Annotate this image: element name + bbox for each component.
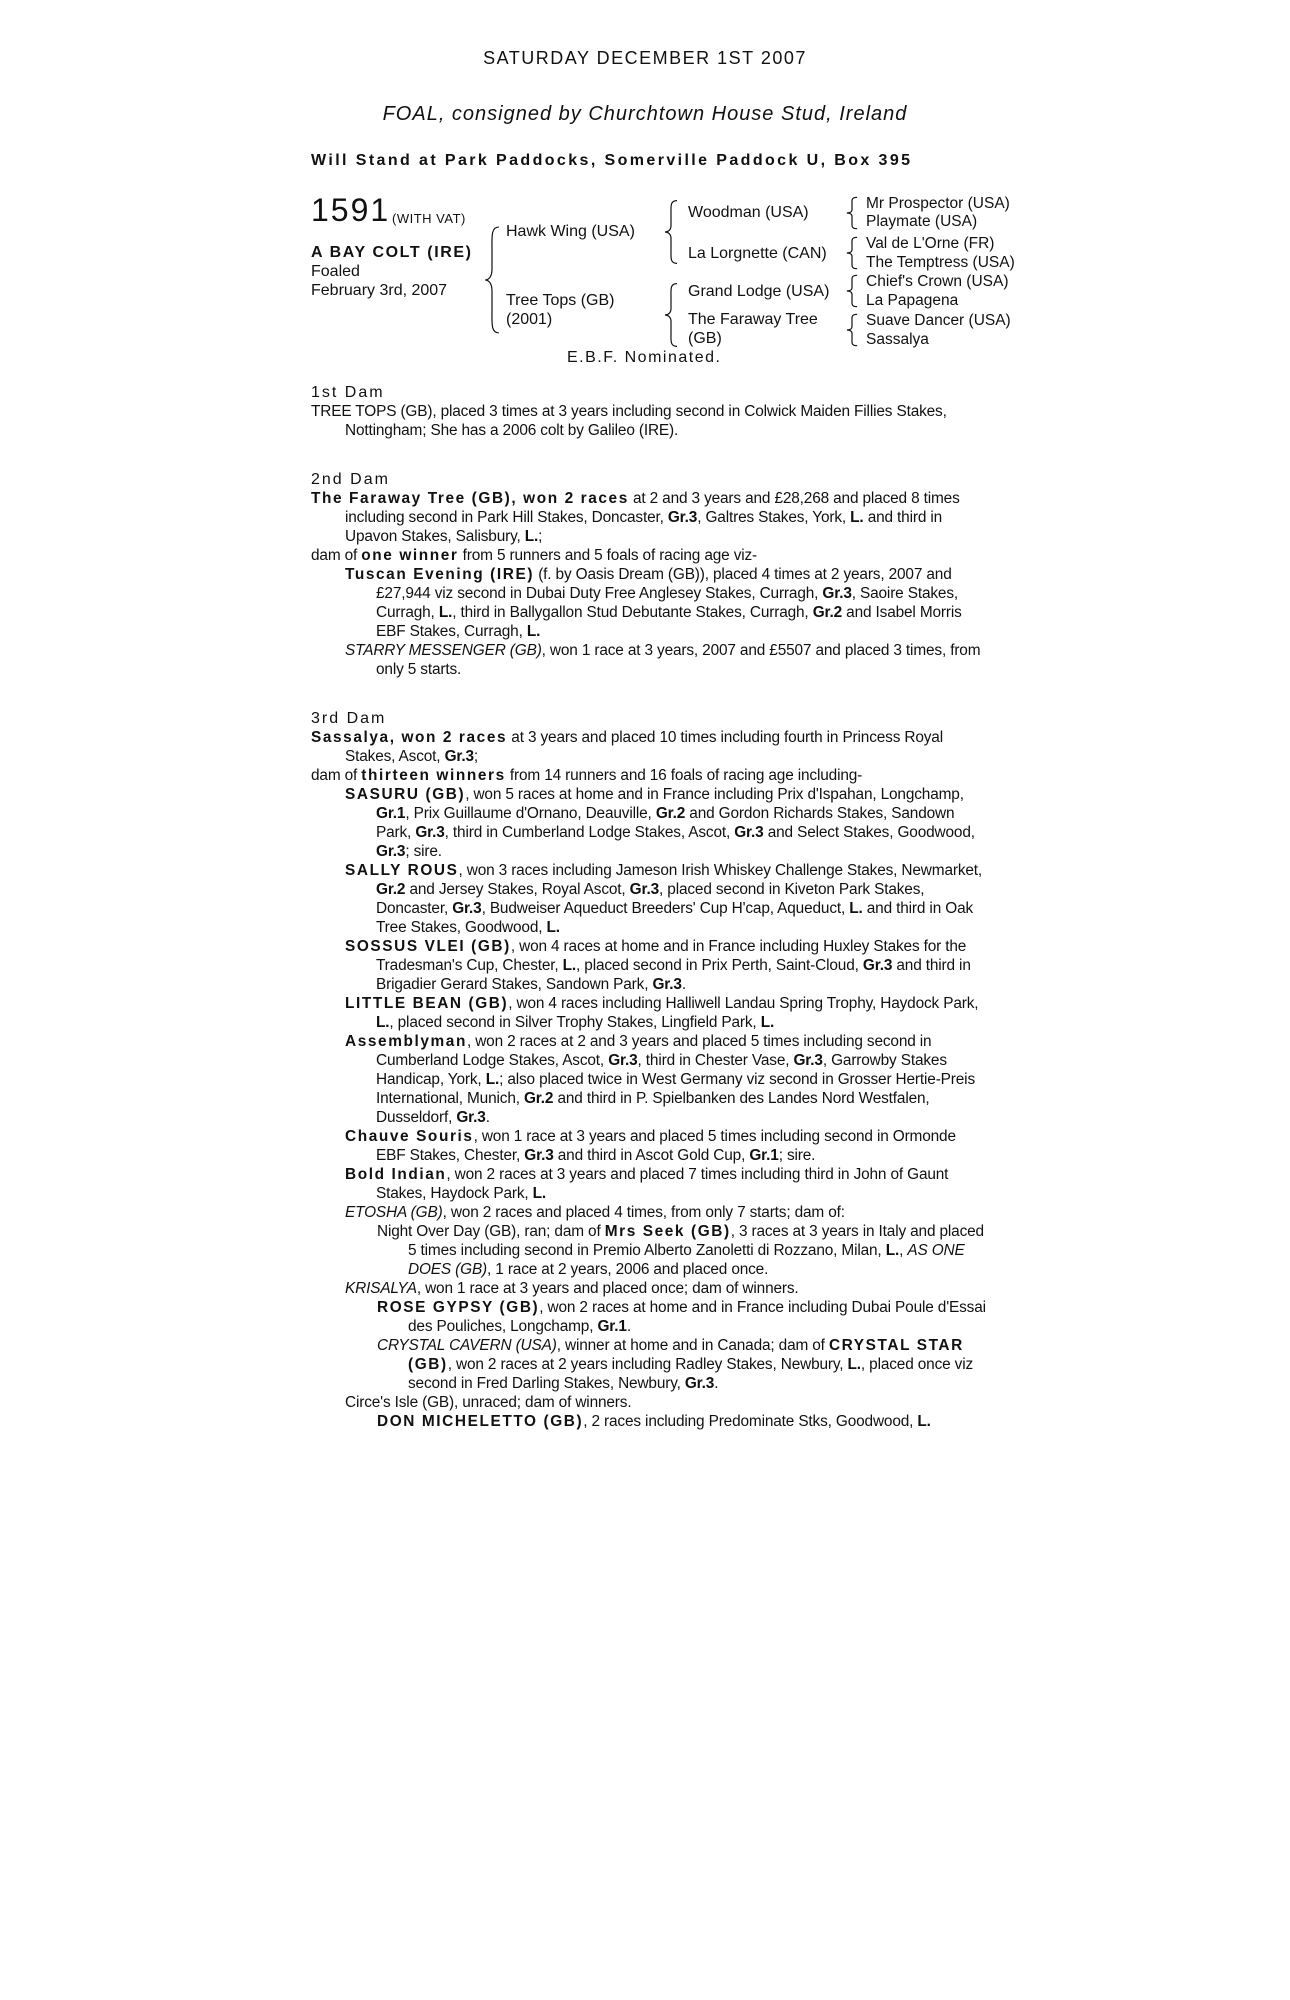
section-heading: 2nd Dam: [311, 471, 390, 488]
entry-text: , won 2 races at 2 and 3 years and placed 5 times including second in Cumberland Lodge Stakes, Ascot,: [376, 1033, 932, 1069]
entry-text: CRYSTAL STAR (GB): [408, 1337, 964, 1373]
entry-text: L.: [438, 604, 453, 621]
entry-text: and Select Stakes, Goodwood,: [763, 824, 975, 841]
entry-text: and third in Oak Tree Stakes, Goodwood,: [376, 900, 974, 936]
entry-text: , 2 races including Predominate Stks, Goodwood,: [583, 1413, 918, 1430]
entry-text: Gr.3: [376, 843, 406, 860]
entry-text: Gr.3: [862, 957, 893, 974]
entry-text: , Prix Guillaume d'Ornano, Deauville,: [405, 805, 656, 822]
entry-text: Gr.3: [684, 1375, 715, 1392]
entry-text: .: [714, 1375, 719, 1392]
entry-text: Gr.2: [812, 604, 843, 621]
dam-section: [311, 470, 987, 679]
entry-text: LITTLE BEAN (GB): [345, 995, 509, 1012]
dam-section: [311, 383, 987, 440]
entry-text: , 1 race at 2 years, 2006 and placed once.: [487, 1261, 769, 1278]
pedigree-brace: [846, 197, 858, 229]
entry-text: Gr.1: [597, 1318, 627, 1335]
pedigree-entry: [311, 785, 987, 861]
sale-date: SATURDAY DECEMBER 1ST 2007: [483, 48, 807, 68]
entry-text: , won 2 races at 3 years and placed 7 times including third in John of Gaunt Stakes, Haydock Park,: [376, 1166, 949, 1202]
entry-text: , placed second in Prix Perth, Saint-Cloud,: [576, 957, 863, 974]
entry-text: , placed once viz second in Fred Darling Stakes, Newbury,: [408, 1356, 974, 1392]
entry-text: from 5 runners and 5 foals of racing age viz-: [458, 547, 758, 564]
lot-description: A BAY COLT (IRE): [311, 244, 473, 261]
pedigree-entry: [311, 546, 987, 565]
entry-text: , third in Chester Vase,: [637, 1052, 794, 1069]
entry-text: at 3 years and placed 10 times including fourth in Princess Royal Stakes, Ascot,: [345, 729, 943, 765]
entry-text: , third in Cumberland Lodge Stakes, Ascot,: [444, 824, 735, 841]
entry-text: Gr.2: [655, 805, 686, 822]
entry-text: L.: [849, 900, 863, 917]
entry-text: L.: [850, 509, 864, 526]
entry-text: L.: [847, 1356, 861, 1373]
vat-note: (WITH VAT): [392, 211, 466, 226]
foaled-label: Foaled: [311, 263, 360, 280]
entry-text: and third in P. Spielbanken des Landes Nord Westfalen, Dusseldorf,: [376, 1090, 930, 1126]
pedigree-entry: [311, 1336, 987, 1393]
entry-text: AS ONE DOES (GB): [408, 1242, 965, 1278]
entry-text: Gr.3: [793, 1052, 823, 1069]
entry-text: , won 1 race at 3 years, 2007 and £5507 and placed 3 times, from only 5 starts.: [376, 642, 981, 678]
entry-text: Mrs Seek (GB): [604, 1223, 731, 1240]
pedigree-entry: [311, 1279, 987, 1298]
entry-text: Gr.3: [608, 1052, 638, 1069]
entry-text: , placed second in Silver Trophy Stakes, Lingfield Park,: [389, 1014, 761, 1031]
entry-text: ; sire.: [778, 1147, 816, 1164]
entry-text: and Isabel Morris EBF Stakes, Curragh,: [376, 604, 962, 640]
entry-text: The Faraway Tree (GB), won 2 races: [311, 490, 629, 507]
entry-text: Gr.3: [452, 900, 482, 917]
dam-sire-name: Grand Lodge (USA): [688, 283, 830, 300]
entry-text: Gr.3: [734, 824, 764, 841]
entry-text: , third in Ballygallon Stud Debutante Stakes, Curragh,: [452, 604, 813, 621]
entry-text: .: [485, 1109, 490, 1126]
ebf-nominated: E.B.F. Nominated.: [567, 349, 722, 366]
great-grandparent: Playmate (USA): [866, 213, 978, 230]
pedigree-entry: [311, 728, 987, 766]
entry-text: ,: [899, 1242, 908, 1259]
entry-text: , won 2 races at 2 years including Radley Stakes, Newbury,: [447, 1356, 848, 1373]
pedigree-entry: [311, 1393, 987, 1412]
entry-text: Tuscan Evening (IRE): [345, 566, 535, 583]
entry-text: L.: [546, 919, 560, 936]
entry-text: ;: [473, 748, 479, 765]
pedigree-entry: [311, 1412, 987, 1431]
entry-text: Gr.2: [523, 1090, 554, 1107]
great-grandparent: Mr Prospector (USA): [866, 195, 1010, 212]
entry-text: DON MICHELETTO (GB): [377, 1413, 584, 1430]
entry-text: from 14 runners and 16 foals of racing age including-: [505, 767, 863, 784]
pedigree-entry: [311, 861, 987, 937]
entry-text: L.: [524, 528, 539, 545]
dam-dam-country: (GB): [688, 330, 722, 347]
entry-text: ; also placed twice in West Germany viz second in Grosser Hertie-Preis International, Munich,: [376, 1071, 975, 1107]
sire-sire-name: Woodman (USA): [688, 204, 809, 221]
great-grandparent: Chief's Crown (USA): [866, 273, 1009, 290]
great-grandparent: Val de L'Orne (FR): [866, 235, 995, 252]
entry-text: L.: [917, 1413, 931, 1430]
consignor-line: FOAL, consigned by Churchtown House Stud, Ireland: [382, 103, 908, 125]
great-grandparent: Sassalya: [866, 331, 929, 348]
entry-text: , 3 races at 3 years in Italy and placed 5 times including second in Premio Alberto Zanoletti di Rozzano, Milan,: [408, 1223, 984, 1259]
pedigree-entry: [311, 1222, 987, 1279]
pedigree-entry: [311, 766, 987, 785]
entry-text: SALLY ROUS: [345, 862, 459, 879]
entry-text: , won 4 races at home and in France including Huxley Stakes for the Tradesman's Cup, Chester,: [376, 938, 967, 974]
entry-text: Circe's Isle (GB), unraced; dam of winners.: [345, 1394, 632, 1411]
entry-text: Gr.1: [376, 805, 406, 822]
entry-text: , Budweiser Aqueduct Breeders' Cup H'cap, Aqueduct,: [481, 900, 850, 917]
entry-text: Gr.3: [822, 585, 852, 602]
great-grandparent: La Papagena: [866, 292, 959, 309]
entry-text: and third in Ascot Gold Cup,: [553, 1147, 750, 1164]
entry-text: , Garrowby Stakes Handicap, York,: [376, 1052, 947, 1088]
entry-text: ; sire.: [405, 843, 442, 860]
entry-text: and Gordon Richards Stakes, Sandown Park,: [376, 805, 955, 841]
foaled-date: February 3rd, 2007: [311, 282, 448, 299]
entry-text: Gr.3: [667, 509, 698, 526]
entry-text: dam of: [311, 767, 362, 784]
entry-text: ETOSHA (GB): [345, 1204, 443, 1221]
section-heading: 3rd Dam: [311, 710, 387, 727]
entry-text: , won 2 races at home and in France including Dubai Poule d'Essai des Pouliches, Longchamp,: [408, 1299, 986, 1335]
entry-text: and third in Brigadier Gerard Stakes, Sandown Park,: [376, 957, 971, 993]
entry-text: Assemblyman: [345, 1033, 467, 1050]
dam-section: [311, 709, 987, 1431]
pedigree-entry: [311, 402, 987, 440]
stabling-location: Will Stand at Park Paddocks, Somerville Paddock U, Box 395: [311, 152, 913, 169]
entry-text: ;: [538, 528, 543, 545]
pedigree-entry: [311, 1165, 987, 1203]
entry-text: one winner: [361, 547, 459, 564]
entry-text: , won 4 races including Halliwell Landau Spring Trophy, Haydock Park,: [508, 995, 979, 1012]
entry-text: and Jersey Stakes, Royal Ascot,: [405, 881, 630, 898]
pedigree-entry: [311, 1127, 987, 1165]
pedigree-brace: [846, 314, 858, 346]
entry-text: Night Over Day (GB), ran; dam of: [377, 1223, 605, 1240]
entry-text: TREE TOPS (GB), placed 3 times at 3 years including second in Colwick Maiden Fillies Stakes, Nottingham; She has a 2006 colt by Galileo (IRE).: [311, 403, 947, 439]
entry-text: Gr.3: [524, 1147, 554, 1164]
pedigree-brace: [846, 275, 858, 307]
entry-text: , won 1 race at 3 years and placed once; dam of winners.: [416, 1280, 799, 1297]
entry-text: Gr.3: [652, 976, 682, 993]
entry-text: KRISALYA: [345, 1280, 417, 1297]
entry-text: L.: [885, 1242, 900, 1259]
entry-text: (f. by Oasis Dream (GB)), placed 4 times at 2 years, 2007 and £27,944 viz second in Dubai Duty Free Anglesey Stakes, Curragh,: [376, 566, 952, 602]
pedigree-brace: [664, 200, 678, 264]
entry-text: CRYSTAL CAVERN (USA): [377, 1337, 557, 1354]
pedigree-entry: [311, 565, 987, 641]
entry-text: , won 2 races and placed 4 times, from only 7 starts; dam of:: [442, 1204, 845, 1221]
entry-text: , placed second in Kiveton Park Stakes, Doncaster,: [376, 881, 925, 917]
entry-text: L.: [760, 1014, 775, 1031]
pedigree-entry: [311, 1032, 987, 1127]
entry-text: L.: [562, 957, 577, 974]
entry-text: Gr.1: [749, 1147, 779, 1164]
entry-text: Gr.3: [456, 1109, 486, 1126]
entry-text: L.: [376, 1014, 390, 1031]
pedigree-brace: [846, 237, 858, 269]
pedigree-entry: [311, 937, 987, 994]
entry-text: Bold Indian: [345, 1166, 447, 1183]
pedigree-brace: [664, 283, 678, 347]
entry-text: Gr.3: [444, 748, 474, 765]
entry-text: dam of: [311, 547, 362, 564]
pedigree-entry: [311, 641, 987, 679]
entry-text: , won 3 races including Jameson Irish Whiskey Challenge Stakes, Newmarket,: [458, 862, 983, 879]
entry-text: SOSSUS VLEI (GB): [345, 938, 511, 955]
entry-text: and third in Upavon Stakes, Salisbury,: [345, 509, 943, 545]
entry-text: ROSE GYPSY (GB): [377, 1299, 540, 1316]
entry-text: L.: [485, 1071, 500, 1088]
entry-text: L.: [532, 1185, 547, 1202]
entry-text: thirteen winners: [361, 767, 506, 784]
entry-text: L.: [526, 623, 541, 640]
entry-text: , Saoire Stakes, Curragh,: [376, 585, 958, 621]
entry-text: STARRY MESSENGER (GB): [345, 642, 542, 659]
pedigree-entry: [311, 1203, 987, 1222]
entry-text: Gr.3: [415, 824, 445, 841]
pedigree-entry: [311, 994, 987, 1032]
entry-text: Gr.3: [629, 881, 660, 898]
dam-name: Tree Tops (GB): [506, 292, 615, 309]
entry-text: .: [626, 1318, 631, 1335]
pedigree-entry: [311, 489, 987, 546]
entry-text: , winner at home and in Canada; dam of: [556, 1337, 829, 1354]
sire-name: Hawk Wing (USA): [506, 223, 635, 240]
entry-text: Sassalya, won 2 races: [311, 729, 508, 746]
lot-number: 1591: [311, 192, 391, 228]
entry-text: , won 5 races at home and in France including Prix d'Ispahan, Longchamp,: [465, 786, 964, 803]
entry-text: .: [681, 976, 686, 993]
entry-text: , won 1 race at 3 years and placed 5 times including second in Ormonde EBF Stakes, Chester,: [376, 1128, 956, 1164]
great-grandparent: The Temptress (USA): [866, 254, 1015, 271]
pedigree-entry: [311, 1298, 987, 1336]
great-grandparent: Suave Dancer (USA): [866, 312, 1011, 329]
entry-text: Gr.2: [376, 881, 406, 898]
entry-text: SASURU (GB): [345, 786, 466, 803]
entry-text: at 2 and 3 years and £28,268 and placed 8 times including second in Park Hill Stakes, Doncaster,: [345, 490, 960, 526]
section-heading: 1st Dam: [311, 384, 385, 401]
sire-dam-name: La Lorgnette (CAN): [688, 245, 827, 262]
pedigree-brace: [484, 226, 500, 334]
dam-year: (2001): [506, 311, 553, 328]
entry-text: Chauve Souris: [345, 1128, 474, 1145]
entry-text: , Galtres Stakes, York,: [697, 509, 851, 526]
dam-sections: [311, 383, 987, 1431]
dam-dam-name: The Faraway Tree: [688, 311, 818, 328]
